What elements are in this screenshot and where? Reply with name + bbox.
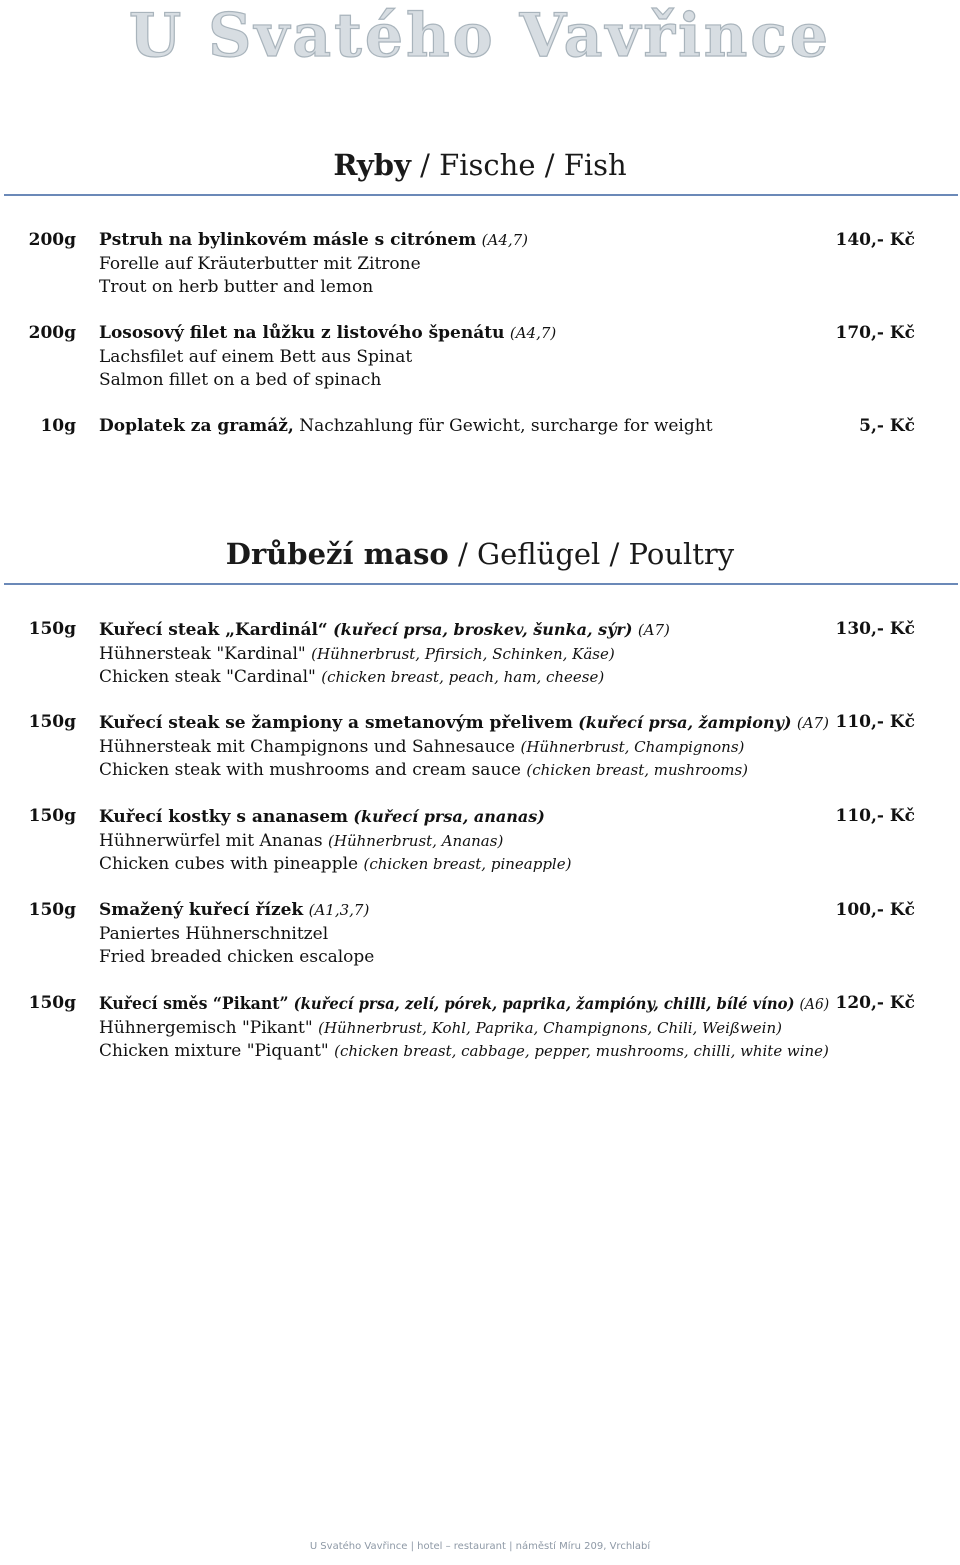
section-divider-poultry [4,583,958,585]
page-footer: U Svatého Vavřince | hotel – restaurant | náměstí Míru 209, Vrchlabí [309,1541,651,1552]
item-name-de: Hühnergemisch "Pikant" [99,1017,313,1038]
item-name-cz: Smažený kuřecí řízek [99,900,304,920]
item-name-cz: Doplatek za gramáž, [99,416,294,436]
item-ingredients-de: (Hühnerbrust, Ananas) [328,831,504,850]
item-name-de: Hühnersteak "Kardinal" [99,643,306,664]
restaurant-logo: U Svatého Vavřince [128,1,832,71]
item-description [99,229,829,300]
item-name-en: Chicken mixture "Piquant" [99,1041,329,1061]
item-ingredients-de: (Hühnerbrust, Champignons) [520,737,745,756]
item-name-en: Fried breaded chicken escalope [99,947,375,967]
item-name-en: Chicken steak "Cardinal" [99,667,316,687]
item-weight: 10g [40,416,76,436]
item-name-en: Chicken cubes with pineapple [99,854,359,874]
item-name-de: Forelle auf Kräuterbutter mit Zitrone [99,253,421,274]
item-price: 170,- Kč [835,323,915,343]
item-name-de: Hühnerwürfel mit Ananas [99,830,323,851]
item-description [99,711,829,783]
item-price: 110,- Kč [835,712,915,732]
item-weight: 150g [28,993,76,1013]
item-name-en: Trout on herb butter and lemon [99,277,374,297]
item-description [99,322,829,393]
item-weight: 150g [28,806,76,826]
item-ingredients-en: (chicken breast, peach, ham, cheese) [321,668,605,686]
item-price: 100,- Kč [835,900,915,920]
item-price: 140,- Kč [835,230,915,250]
item-name-de: Hühnersteak mit Champignons und Sahnesauce [99,736,516,757]
item-allergens: (A7) [796,714,829,732]
item-description [99,992,829,1064]
item-ingredients-de: (Hühnerbrust, Pfirsich, Schinken, Käse) [311,644,615,663]
item-allergens: (A7) [637,621,670,639]
item-ingredients-cz: (kuřecí prsa, broskev, šunka, sýr) [333,620,633,639]
item-description [99,618,829,690]
item-price: 120,- Kč [835,993,915,1013]
item-ingredients-en: (chicken breast, mushrooms) [526,761,748,779]
item-ingredients-cz: (kuřecí prsa, zelí, pórek, paprika, žampióny, chilli, bílé víno) [293,994,795,1013]
item-allergens: (A1,3,7) [308,901,370,919]
item-description [99,415,829,439]
item-price: 110,- Kč [835,806,915,826]
item-ingredients-de: (Hühnerbrust, Kohl, Paprika, Champignons, Chili, Weißwein) [318,1018,782,1037]
item-allergens: (A4,7) [481,231,529,249]
item-description [99,805,829,877]
item-allergens: (A4,7) [509,324,557,342]
item-name-cz: Pstruh na bylinkovém másle s citrónem [99,230,477,250]
item-ingredients-cz: (kuřecí prsa, žampiony) [578,713,792,732]
section-title-poultry [0,537,960,571]
item-name-cz: Lososový filet na lůžku z listového špenátu [99,323,505,343]
item-name-cz: Kuřecí směs “Pikant” [99,994,289,1014]
item-name-de: Paniertes Hühnerschnitzel [99,923,329,944]
section-title-fish [0,148,960,182]
item-ingredients-en: (chicken breast, cabbage, pepper, mushrooms, chilli, white wine) [334,1042,829,1060]
item-allergens: (A6) [799,995,830,1013]
item-name-rest: Nachzahlung für Gewicht, surcharge for weight [293,416,713,436]
section-title-poultry-bold: Drůbeží maso [225,537,449,571]
section-title-poultry-rest: / Geflügel / Poultry [448,537,735,571]
item-weight: 200g [28,323,76,343]
item-weight: 150g [28,619,76,639]
section-divider-fish [4,194,958,196]
item-name-cz: Kuřecí steak se žampiony a smetanovým přelivem [99,713,573,733]
item-name-cz: Kuřecí kostky s ananasem [99,807,349,827]
item-price: 130,- Kč [835,619,915,639]
item-weight: 200g [28,230,76,250]
item-name-en: Salmon fillet on a bed of spinach [99,370,382,390]
item-weight: 150g [28,900,76,920]
section-title-fish-rest: / Fische / Fish [410,148,627,182]
item-description [99,899,829,970]
item-ingredients-cz: (kuřecí prsa, ananas) [353,807,545,826]
item-weight: 150g [28,712,76,732]
item-name-de: Lachsfilet auf einem Bett aus Spinat [99,346,413,367]
item-name-en: Chicken steak with mushrooms and cream sauce [99,760,521,780]
item-name-cz: Kuřecí steak „Kardinál“ [99,620,328,640]
section-title-fish-bold: Ryby [333,148,411,182]
item-ingredients-en: (chicken breast, pineapple) [363,855,572,873]
item-price: 5,- Kč [859,416,915,436]
